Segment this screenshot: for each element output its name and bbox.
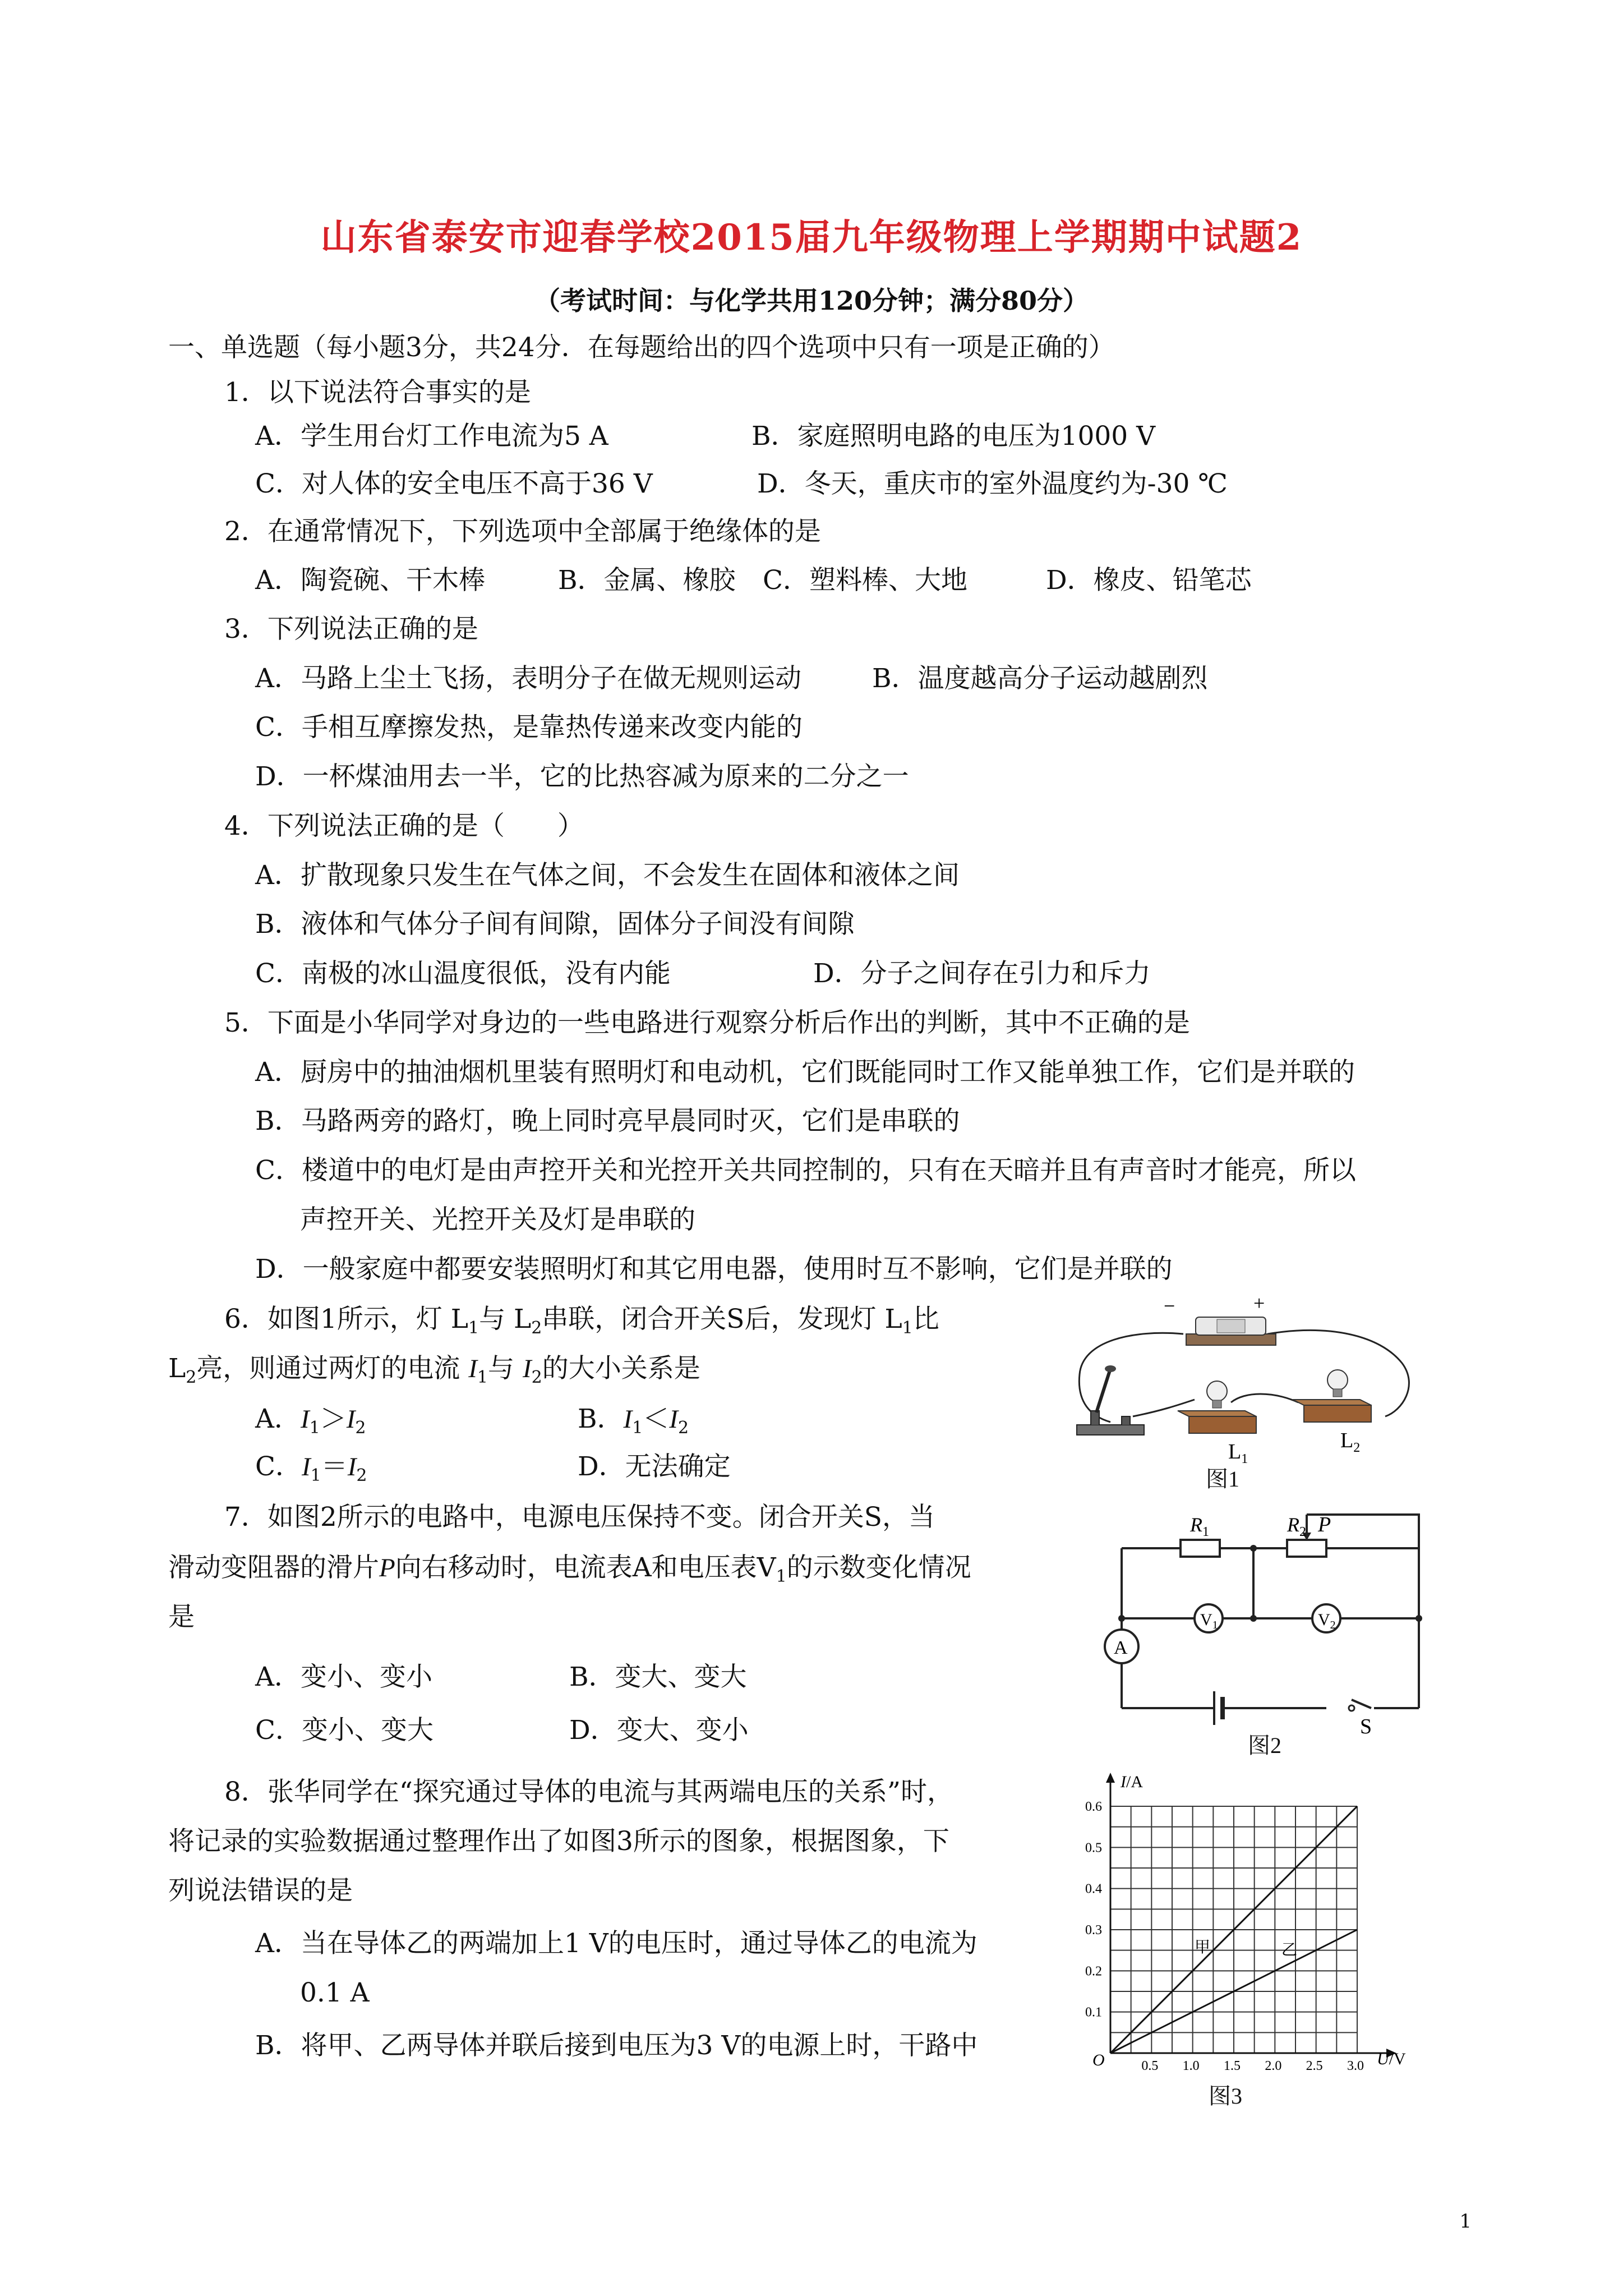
y-tick-label: 0.4 [1085, 1881, 1102, 1897]
q2-option-a: A．陶瓷碗、干木棒 [255, 565, 485, 596]
q2-option-b: B．金属、橡胶 [558, 565, 736, 596]
q4-option-d: D．分子之间存在引力和斥力 [813, 958, 1151, 989]
x-axis-label: U/V [1377, 2050, 1406, 2068]
y-tick-label: 0.1 [1085, 2005, 1102, 2020]
label-a: A [1114, 1637, 1128, 1658]
figure1-circuit [1066, 1290, 1424, 1466]
q4-option-b: B．液体和气体分子间有间隙，固体分子间没有间隙 [255, 909, 855, 940]
q6-option-c: C．$I_1=I_2$ [255, 1451, 367, 1485]
q7-option-d: D．变大、变小 [569, 1715, 749, 1746]
q7-stem-line2: 滑动变阻器的滑片P向右移动时，电流表A和电压表$V_1$的示数变化情况 [168, 1552, 971, 1586]
q6-option-b: B．$I_1<I_2$ [578, 1404, 689, 1438]
figure1-caption: 图1 [1206, 1466, 1239, 1492]
q4-option-a: A．扩散现象只发生在气体之间，不会发生在固体和液体之间 [255, 860, 960, 891]
page-number: 1 [1459, 2210, 1472, 2233]
q6-stem-line1: 6．如图1所示，灯 $L_1$与 $L_2$串联，闭合开关S后，发现灯 $L_1$比 [224, 1304, 939, 1338]
q1-option-b: B．家庭照明电路的电压为1000 V [751, 421, 1156, 452]
q7-stem-line3: 是 [168, 1602, 195, 1632]
q3-option-d: D．一杯煤油用去一半，它的比热容减为原来的二分之一 [255, 761, 909, 792]
series-jia-label: 甲 [1195, 1939, 1211, 1956]
q8-stem-line1: 8．张华同学在“探究通过导体的电流与其两端电压的关系”时， [224, 1777, 953, 1807]
q7-option-a: A．变小、变小 [255, 1662, 432, 1692]
figure2-caption: 图2 [1248, 1733, 1281, 1758]
q8-option-a-line1: A．当在导体乙的两端加上1 V的电压时，通过导体乙的电流为 [255, 1928, 978, 1959]
q5-option-b: B．马路两旁的路灯，晚上同时亮早晨同时灭，它们是串联的 [255, 1106, 960, 1137]
label-p: P [1318, 1513, 1331, 1536]
y-tick-label: 0.2 [1085, 1964, 1102, 1979]
q1-option-d: D．冬天，重庆市的室外温度约为-30 ℃ [757, 468, 1228, 499]
figure2-circuit-diagram [1088, 1492, 1436, 1739]
q2-option-d: D．橡皮、铅笔芯 [1046, 565, 1252, 596]
figure3-iu-chart [1077, 1767, 1413, 2081]
q7-option-b: B．变大、变大 [569, 1662, 747, 1692]
battery-plus: + [1253, 1292, 1265, 1314]
q4-option-c: C．南极的冰山温度很低，没有内能 [255, 958, 671, 989]
q8-option-b-line1: B．将甲、乙两导体并联后接到电压为3 V的电源上时，干路中 [255, 2030, 978, 2061]
exam-subtitle: （考试时间：与化学共用120分钟；满分80分） [534, 286, 1089, 316]
y-tick-label: 0.6 [1085, 1800, 1102, 1814]
x-tick-label: 2.5 [1306, 2059, 1323, 2073]
origin-label: O [1092, 2051, 1105, 2069]
series-yi-label: 乙 [1281, 1941, 1298, 1959]
q3-stem: 3．下列说法正确的是 [224, 614, 478, 645]
y-tick-label: 0.3 [1085, 1923, 1102, 1938]
label-r1: $R_1$ [1190, 1513, 1209, 1539]
q1-option-c: C．对人体的安全电压不高于36 V [255, 468, 653, 499]
exam-title: 山东省泰安市迎春学校2015届九年级物理上学期期中试题2 [320, 217, 1303, 259]
battery-minus: − [1164, 1295, 1175, 1317]
label-s: S [1360, 1715, 1372, 1738]
section-heading: 一、单选题（每小题3分，共24分．在每题给出的四个选项中只有一项是正确的） [168, 332, 1115, 363]
q4-stem: 4．下列说法正确的是（ ） [224, 811, 584, 841]
lamp-l2-icon [1327, 1370, 1348, 1390]
q6-option-a: A．$I_1>I_2$ [255, 1404, 366, 1438]
q2-option-c: C．塑料棒、大地 [763, 565, 967, 596]
x-tick-label: 1.0 [1182, 2059, 1200, 2073]
q5-option-c-line1: C．楼道中的电灯是由声控开关和光控开关共同控制的，只有在天暗并且有声音时才能亮，所以 [255, 1155, 1356, 1186]
rheostat-r2 [1287, 1540, 1326, 1557]
q3-option-a: A．马路上尘土飞扬，表明分子在做无规则运动 [255, 663, 801, 694]
q1-option-a: A．学生用台灯工作电流为5 A [255, 421, 608, 452]
label-v1: $V_1$ [1200, 1611, 1218, 1631]
q5-option-c-line2: 声控开关、光控开关及灯是串联的 [300, 1204, 695, 1235]
q3-option-c: C．手相互摩擦发热，是靠热传递来改变内能的 [255, 712, 803, 743]
label-r2: $R_2$ [1287, 1513, 1306, 1539]
q5-option-a: A．厨房中的抽油烟机里装有照明灯和电动机，它们既能同时工作又能单独工作，它们是并联的 [255, 1057, 1355, 1088]
label-v2: $V_2$ [1318, 1611, 1336, 1631]
x-tick-label: 0.5 [1141, 2059, 1159, 2073]
figure3-caption: 图3 [1209, 2083, 1242, 2109]
q7-option-c: C．变小、变大 [255, 1715, 434, 1746]
y-tick-label: 0.5 [1085, 1841, 1102, 1856]
x-tick-label: 2.0 [1265, 2059, 1282, 2073]
y-axis-arrow [1106, 1773, 1115, 1783]
label-l2: $L_2$ [1340, 1429, 1361, 1455]
q6-option-d: D．无法确定 [578, 1451, 731, 1482]
label-l1: $L_1$ [1228, 1440, 1248, 1466]
resistor-r1 [1181, 1540, 1220, 1557]
x-tick-label: 1.5 [1224, 2059, 1241, 2073]
q5-stem: 5．下面是小华同学对身边的一些电路进行观察分析后作出的判断，其中不正确的是 [224, 1007, 1190, 1038]
switch-icon [1349, 1705, 1354, 1711]
q3-option-b: B．温度越高分子运动越剧烈 [872, 663, 1208, 694]
q6-stem-line2: $L_2$亮，则通过两灯的电流 $I_1$与 $I_2$的大小关系是 [168, 1353, 700, 1387]
q1-stem: 1．以下说法符合事实的是 [224, 377, 531, 408]
q5-option-d: D．一般家庭中都要安装照明灯和其它用电器，使用时互不影响，它们是并联的 [255, 1254, 1173, 1285]
q8-stem-line3: 列说法错误的是 [168, 1875, 353, 1906]
y-axis-label: I/A [1121, 1773, 1143, 1791]
q7-stem-line1: 7．如图2所示的电路中，电源电压保持不变。闭合开关S，当 [224, 1502, 935, 1533]
q8-stem-line2: 将记录的实验数据通过整理作出了如图3所示的图象，根据图象，下 [168, 1826, 949, 1857]
q2-stem: 2．在通常情况下，下列选项中全部属于绝缘体的是 [224, 516, 821, 547]
lamp-l1-icon [1207, 1381, 1227, 1401]
q8-option-a-line2: 0.1 A [300, 1977, 370, 2008]
x-tick-label: 3.0 [1347, 2059, 1364, 2073]
